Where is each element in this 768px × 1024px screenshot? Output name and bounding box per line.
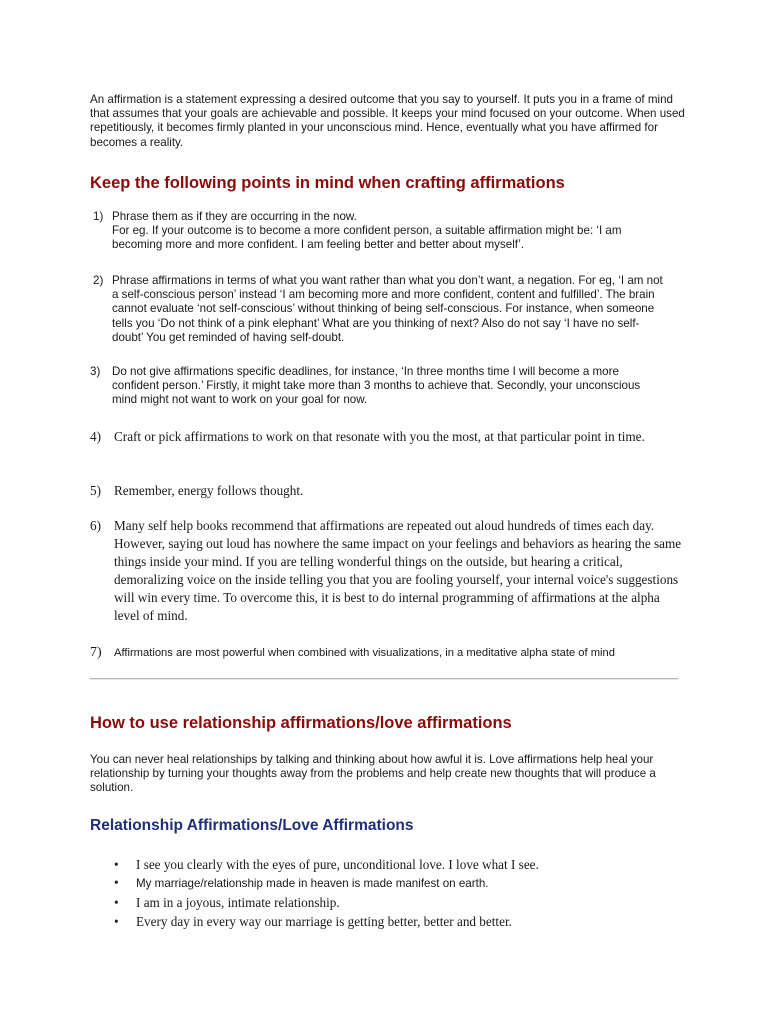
intro-paragraph: An affirmation is a statement expressing a desired outcome that you say to yourself. It puts you in a frame of mind that assumes that your goals are achievable and possible. It keeps your mind focused on your outcome. When used repetitiously, it becomes firmly planted in your unconscious mind. Hence, eventually what you have affirmed for becomes a reality. (90, 93, 685, 149)
heading-crafting-affirmations: Keep the following points in mind when crafting affirmations (90, 174, 565, 192)
list-item-text: I see you clearly with the eyes of pure, unconditional love. I love what I see. (136, 857, 539, 872)
point-5-number: 5) (90, 483, 101, 498)
point-5 (90, 482, 690, 500)
point-3-number: 3) (90, 365, 101, 378)
point-1-text: Phrase them as if they are occurring in the now. (112, 210, 357, 223)
point-6 (90, 517, 682, 625)
list-item-text: I am in a joyous, intimate relationship. (136, 895, 340, 910)
list-item-text: My marriage/relationship made in heaven is made manifest on earth. (136, 877, 489, 890)
list-item-text: Every day in every way our marriage is getting better, better and better. (136, 914, 512, 929)
bullet-icon: • (114, 875, 119, 890)
point-6-text: Many self help books recommend that affirmations are repeated out aloud hundreds of times each day. However, saying out loud has nowhere the same impact on your feelings and behaviors as hearing the same things inside your mind. If you are telling wonderful things on the outside, but hearing a critical, demoralizing voice on the inside telling you that you are fooling yourself, your internal voice's suggestions will win every time. To overcome this, it is best to do internal programming of affirmations at the alpha level of mind. (114, 518, 682, 623)
bullet-icon: • (114, 914, 119, 929)
point-6-number: 6) (90, 518, 101, 533)
point-7-text: Affirmations are most powerful when combined with visualizations, in a meditative alpha state of mind (114, 647, 615, 659)
point-2-number: 2) (93, 274, 104, 287)
list-item (90, 874, 690, 893)
point-1-subtext: For eg. If your outcome is to become a more confident person, a suitable affirmation might be: ‘I am becoming more and more confident. I am feeling better and better about myself’. (112, 224, 622, 252)
point-5-text: Remember, energy follows thought. (114, 483, 304, 498)
list-item (90, 912, 690, 931)
point-3-text: Do not give affirmations specific deadlines, for instance, ‘In three months time I will become a more confident person.’ Firstly, it might take more than 3 months to achieve that. Secondly, your unconscious mind might not want to work on your goal for now. (112, 365, 641, 407)
bullet-icon: • (114, 857, 119, 872)
point-2-text: Phrase affirmations in terms of what you want rather than what you don’t want, a negation. For eg, ‘I am not a self-conscious person’ instead ‘I am becoming more and more confident, content and fulfilled’. The brain cannot evaluate ‘not self-conscious’ without thinking of being self-conscious. For instance, when someone tells you ‘Do not think of a pink elephant’ What are you thinking of next? Also do not say ‘I have no self-doubt’ You get reminded of having self-doubt. (112, 274, 663, 344)
point-7 (90, 645, 690, 661)
subheading-love-affirmations: Relationship Affirmations/Love Affirmations (90, 817, 414, 834)
horizontal-divider (90, 678, 678, 680)
heading-relationship-affirmations: How to use relationship affirmations/love affirmations (90, 714, 512, 732)
point-4-text: Craft or pick affirmations to work on that resonate with you the most, at that particular point in time. (114, 429, 645, 444)
point-1-number: 1) (93, 210, 104, 223)
relationship-paragraph: You can never heal relationships by talking and thinking about how awful it is. Love affirmations help heal your relationship by turning your thoughts away from the problems and help create new thoughts that will produce a solution. (90, 753, 656, 795)
affirmations-list (90, 855, 690, 931)
point-4-number: 4) (90, 429, 101, 444)
point-4 (90, 428, 675, 446)
list-item (90, 855, 690, 874)
point-7-number: 7) (90, 645, 102, 660)
list-item (90, 893, 690, 912)
point-1 (93, 210, 693, 253)
point-2 (93, 274, 668, 345)
bullet-icon: • (114, 895, 119, 910)
point-3 (90, 365, 665, 408)
